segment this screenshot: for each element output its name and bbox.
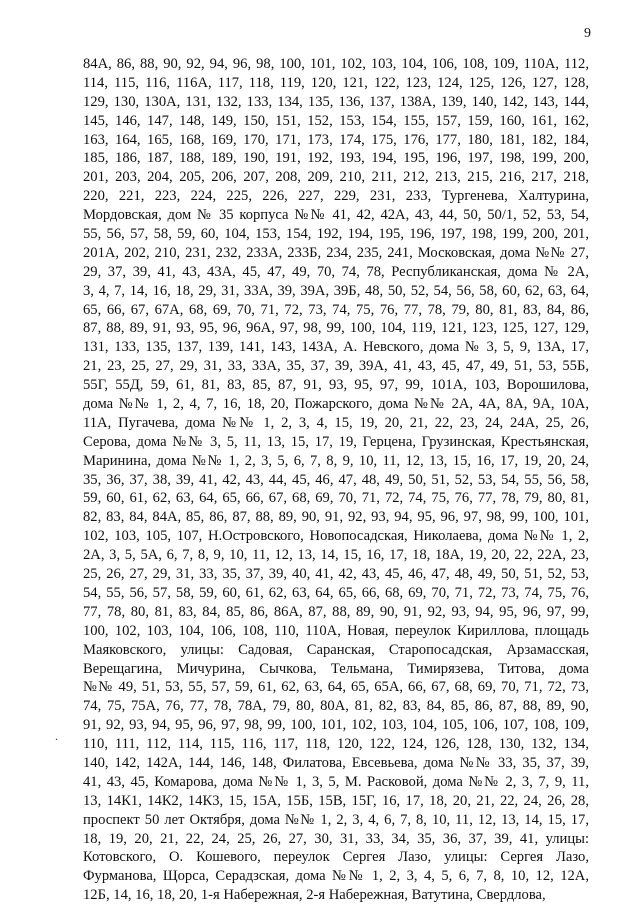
text-line: 91, 92, 93, 94, 95, 96, 97, 98, 99, 100, 101, 102, 103, 104, 105, 106, 107, 108, 109, [83,717,589,734]
text-line: 129, 130, 130А, 131, 132, 133, 134, 135, 136, 137, 138А, 139, 140, 142, 143, 144, [83,93,589,110]
text-line: 35, 36, 37, 38, 39, 41, 42, 43, 44, 45, 46, 47, 48, 49, 50, 51, 52, 53, 54, 55, 56, 58, [83,471,589,488]
margin-mark: . [55,729,58,743]
text-line: 25, 26, 27, 29, 31, 33, 35, 37, 39, 40, 41, 42, 43, 45, 46, 47, 48, 49, 50, 51, 52, 53, [83,566,589,583]
text-line: 13, 14К1, 14К2, 14К3, 15, 15А, 15Б, 15В, 15Г, 16, 17, 18, 20, 21, 22, 24, 26, 28, [83,792,589,809]
text-line: 12Б, 14, 16, 18, 20, 1-я Набережная, 2-я Набережная, Ватутина, Свердлова, [83,887,546,904]
text-line: 65, 66, 67, 67А, 68, 69, 70, 71, 72, 73, 74, 75, 76, 77, 78, 79, 80, 81, 83, 84, 86, [83,301,589,318]
text-line: 87, 88, 89, 91, 93, 95, 96, 96А, 97, 98, 99, 100, 104, 119, 121, 123, 125, 127, 129, [83,320,589,337]
text-line: 201, 203, 204, 205, 206, 207, 208, 209, 210, 211, 212, 213, 215, 216, 217, 218, [83,169,589,186]
text-line: Котовского, О. Кошевого, переулок Сергея Лазо, улицы: Сергея Лазо, [83,849,589,866]
text-line: 100, 102, 103, 104, 106, 108, 110, 110А, Новая, переулок Кириллова, площадь [83,622,589,639]
text-line: 77, 78, 80, 81, 83, 84, 85, 86, 86А, 87, 88, 89, 90, 91, 92, 93, 94, 95, 96, 97, 99, [83,603,589,620]
text-line: проспект 50 лет Октября, дома №№ 1, 2, 3, 4, 6, 7, 8, 10, 11, 12, 13, 14, 15, 17, [83,811,589,828]
body-text [83,55,589,905]
text-line: 163, 164, 165, 168, 169, 170, 171, 173, 174, 175, 176, 177, 180, 181, 182, 184, [83,131,589,148]
text-line: 11А, Пугачева, дома №№ 1, 2, 3, 4, 15, 19, 20, 21, 22, 23, 24, 24А, 25, 26, [83,414,589,431]
text-line: 74, 75, 75А, 76, 77, 78, 78А, 79, 80, 80А, 81, 82, 83, 84, 85, 86, 87, 88, 89, 90, [83,698,589,715]
text-line: 131, 133, 135, 137, 139, 141, 143, 143А, А. Невского, дома № 3, 5, 9, 13А, 17, [83,339,589,356]
text-line: 110, 111, 112, 114, 115, 116, 117, 118, 120, 122, 124, 126, 128, 130, 132, 134, [83,736,589,753]
text-line: 102, 103, 105, 107, Н.Островского, Новопосадская, Николаева, дома №№ 1, 2, [83,528,589,545]
text-line: Серова, дома №№ 3, 5, 11, 13, 15, 17, 19, Герцена, Грузинская, Крестьянская, [83,433,589,450]
text-line: 59, 60, 61, 62, 63, 64, 65, 66, 67, 68, 69, 70, 71, 72, 74, 75, 76, 77, 78, 79, 80, 81, [83,490,589,507]
text-line: Маринина, дома №№ 1, 2, 3, 5, 6, 7, 8, 9, 10, 11, 12, 13, 15, 16, 17, 19, 20, 24, [83,452,589,469]
text-line: 82, 83, 84, 84А, 85, 86, 87, 88, 89, 90, 91, 92, 93, 94, 95, 96, 97, 98, 99, 100, 101, [83,509,589,526]
text-line: 18, 19, 20, 21, 22, 24, 25, 26, 27, 30, 31, 33, 34, 35, 36, 37, 39, 41, улицы: [83,830,589,847]
page-number: 9 [584,26,591,41]
text-line: 145, 146, 147, 148, 149, 150, 151, 152, 153, 154, 155, 157, 159, 160, 161, 162, [83,112,589,129]
text-line: Фурманова, Щорса, Серадзская, дома №№ 1, 2, 3, 4, 5, 6, 7, 8, 10, 12, 12А, [83,868,589,885]
text-line: 114, 115, 116, 116А, 117, 118, 119, 120, 121, 122, 123, 124, 125, 126, 127, 128, [83,74,589,91]
text-line: 140, 142, 142А, 144, 146, 148, Филатова, Евсевьева, дома №№ 33, 35, 37, 39, [83,754,589,771]
text-line: Мордовская, дом № 35 корпуса №№ 41, 42, 42А, 43, 44, 50, 50/1, 52, 53, 54, [83,207,589,224]
text-line: №№ 49, 51, 53, 55, 57, 59, 61, 62, 63, 64, 65, 65А, 66, 67, 68, 69, 70, 71, 72, 73, [83,679,589,696]
text-line: 2А, 3, 5, 5А, 6, 7, 8, 9, 10, 11, 12, 13, 14, 15, 16, 17, 18, 18А, 19, 20, 22, 22А, 23, [83,547,589,564]
text-line: дома №№ 1, 2, 4, 7, 16, 18, 20, Пожарского, дома №№ 2А, 4А, 8А, 9А, 10А, [83,396,589,413]
text-line: 55Г, 55Д, 59, 61, 81, 83, 85, 87, 91, 93, 95, 97, 99, 101А, 103, Ворошилова, [83,377,589,394]
text-line: 84А, 86, 88, 90, 92, 94, 96, 98, 100, 101, 102, 103, 104, 106, 108, 109, 110А, 112, [83,56,589,72]
text-line: 220, 221, 223, 224, 225, 226, 227, 229, 231, 233, Тургенева, Халтурина, [83,188,589,205]
text-line: Маяковского, улицы: Садовая, Саранская, Старопосадская, Арзамасская, [83,641,589,658]
text-line: 55, 56, 57, 58, 59, 60, 104, 153, 154, 192, 194, 195, 196, 197, 198, 199, 200, 201, [83,226,589,243]
text-line: 201А, 202, 210, 231, 232, 233А, 233Б, 234, 235, 241, Московская, дома №№ 27, [83,244,589,261]
text-line: 3, 4, 7, 14, 16, 18, 29, 31, 33А, 39, 39А, 39Б, 48, 50, 52, 54, 56, 58, 60, 62, 63, 64, [83,282,589,299]
text-line: 54, 55, 56, 57, 58, 59, 60, 61, 62, 63, 64, 65, 66, 68, 69, 70, 71, 72, 73, 74, 75, 76, [83,584,589,601]
text-line: 185, 186, 187, 188, 189, 190, 191, 192, 193, 194, 195, 196, 197, 198, 199, 200, [83,150,589,167]
text-line: 21, 23, 25, 27, 29, 31, 33, 33А, 35, 37, 39, 39А, 41, 43, 45, 47, 49, 51, 53, 55Б, [83,358,589,375]
text-line: Верещагина, Мичурина, Сычкова, Тельмана, Тимирязева, Титова, дома [83,660,589,677]
text-line: 29, 37, 39, 41, 43, 43А, 45, 47, 49, 70, 74, 78, Республиканская, дома № 2А, [83,263,589,280]
text-line: 41, 43, 45, Комарова, дома №№ 1, 3, 5, М. Расковой, дома №№ 2, 3, 7, 9, 11, [83,773,589,790]
